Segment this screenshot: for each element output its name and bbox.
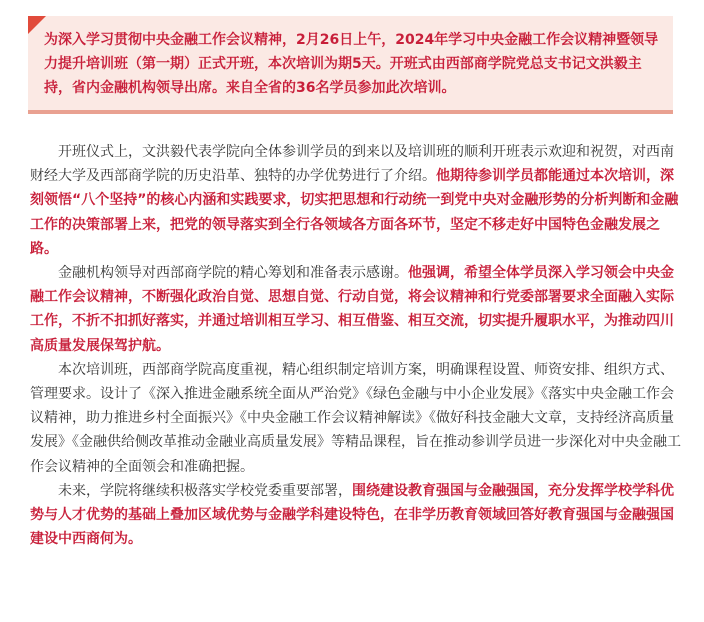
paragraph-highlight: 围绕建设教育强国与金融强国，充分发挥学校学科优势与人才优势的基础上叠加区域优势与金融学科建设特色，在非学历教育领域回答好教育强国与金融强国建设中西商何为。 <box>30 482 674 548</box>
paragraph-opening-ceremony <box>30 140 686 261</box>
paragraph-leader-remarks <box>30 261 686 358</box>
paragraph-text: 开班仪式上，文洪毅代表学院向全体参训学员的到来以及培训班的顺利开班表示欢迎和祝贺，对西南财经大学及西部商学院的历史沿革、独特的办学优势进行了介绍。 <box>30 144 674 185</box>
paragraph-text: 金融机构领导对西部商学院的精心筹划和准备表示感谢。 <box>58 265 408 282</box>
paragraph-highlight: 他期待参训学员都能通过本次培训，深刻领悟“八个坚持”的核心内涵和实践要求，切实把思想和行动统一到党中央对金融形势的分析判断和金融工作的决策部署上来，把党的领导落实到全行各领域各方面各环节，坚定不移走好中国特色金融发展之路。 <box>30 168 679 257</box>
article-body <box>30 140 686 551</box>
corner-triangle-mark <box>28 16 46 34</box>
paragraph-course-design <box>30 358 686 479</box>
paragraph-future-plans <box>30 479 686 552</box>
paragraph-text: 本次培训班，西部商学院高度重视，精心组织制定培训方案，明确课程设置、师资安排、组织方式、管理要求。设计了《深入推进金融系统全面从严治党》《绿色金融与中小企业发展》《落实中央金融工作会议精神，助力推进乡村全面振兴》《中央金融工作会议精神解读》《做好科技金融大文章，支持经济高质量发展》《金融供给侧改革推动金融业高质量发展》等精品课程，旨在推动参训学员进一步深化对中央金融工作会议精神的全面领会和准确把握。 <box>30 361 681 475</box>
paragraph-highlight: 他强调，希望全体学员深入学习领会中央金融工作会议精神，不断强化政治自觉、思想自觉、行动自觉，将会议精神和行党委部署要求全面融入实际工作，不折不扣抓好落实，并通过培训相互学习、相互借鉴、相互交流，切实提升履职水平，为推动四川高质量发展保驾护航。 <box>30 265 674 354</box>
paragraph-text: 未来，学院将继续积极落实学校党委重要部署， <box>58 482 352 499</box>
lead-summary-text: 为深入学习贯彻中央金融工作会议精神，2月26日上午，2024年学习中央金融工作会议精神暨领导力提升培训班（第一期）正式开班，本次培训为期5天。开班式由西部商学院党总支书记文洪毅主持，省内金融机构领导出席。来自全省的36名学员参加此次培训。 <box>44 32 659 96</box>
lead-summary-box <box>28 16 673 114</box>
